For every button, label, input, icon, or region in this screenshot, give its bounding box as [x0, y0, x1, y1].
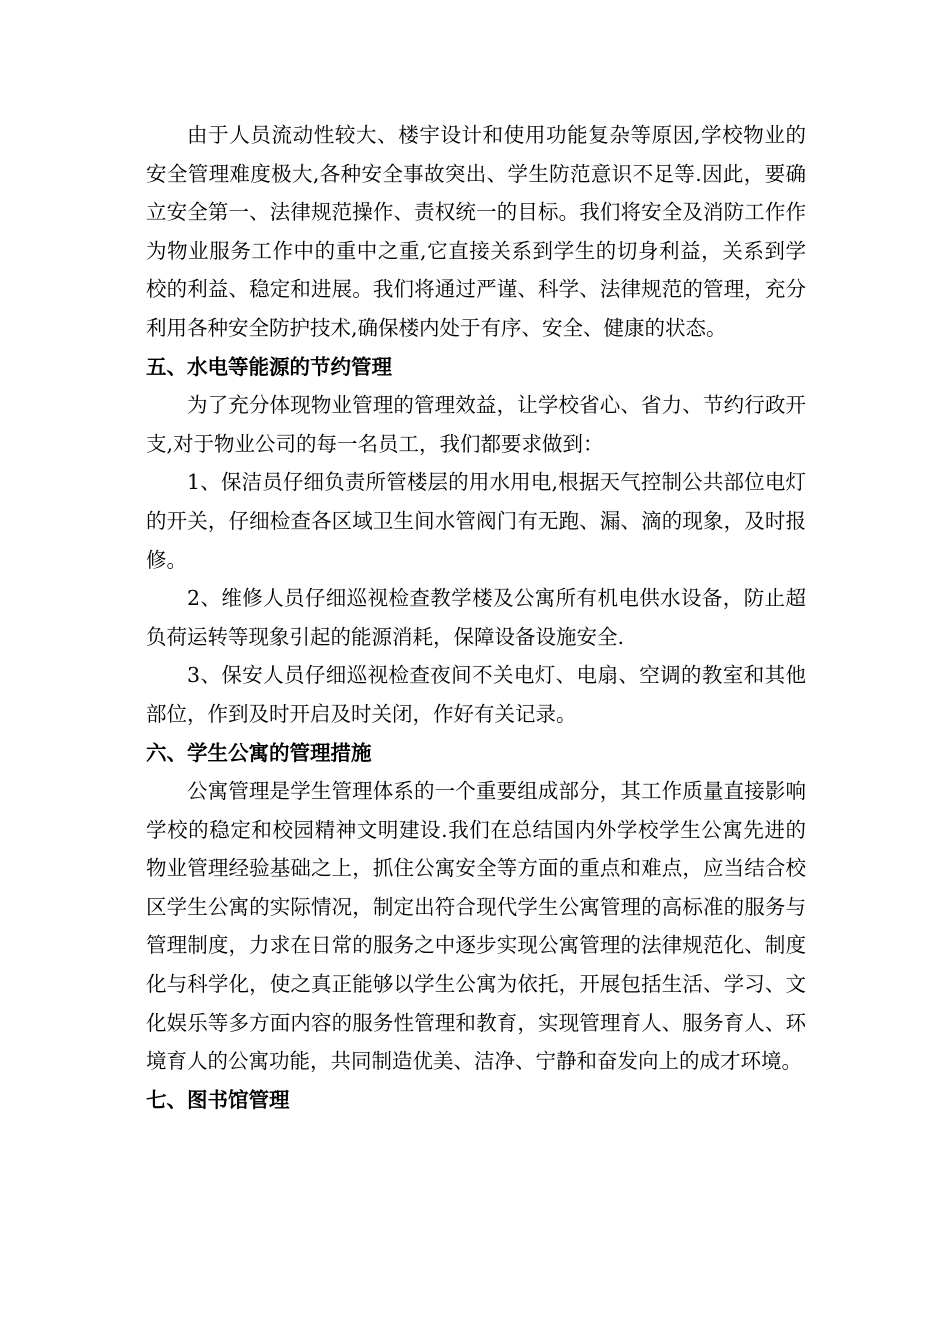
- section-heading-dormitory: 六、学生公寓的管理措施: [146, 740, 372, 765]
- list-item-security-staff: 3、保安人员仔细巡视检查夜间不关电灯、电扇、空调的教室和其他部位，作到及时开启及时关闭，作好有关记录。: [146, 663, 806, 726]
- document-page: [146, 116, 806, 1119]
- list-item-maintenance-staff: 2、维修人员仔细巡视检查教学楼及公寓所有机电供水设备，防止超负荷运转等现象引起的能源消耗，保障设备设施安全.: [146, 586, 806, 649]
- list-item-cleaning-staff: 1、保洁员仔细负责所管楼层的用水用电,根据天气控制公共部位电灯的开关，仔细检查各区域卫生间水管阀门有无跑、漏、滴的现象，及时报修。: [146, 470, 806, 572]
- paragraph-energy-intro: 为了充分体现物业管理的管理效益，让学校省心、省力、节约行政开支,对于物业公司的每一名员工，我们都要求做到：: [146, 393, 806, 456]
- section-heading-energy-saving: 五、水电等能源的节约管理: [146, 354, 392, 379]
- paragraph-security-management: 由于人员流动性较大、楼宇设计和使用功能复杂等原因,学校物业的安全管理难度极大,各种安全事故突出、学生防范意识不足等.因此，要确立安全第一、法律规范操作、责权统一的目标。我们将安全及消防工作作为物业服务工作中的重中之重,它直接关系到学生的切身利益，关系到学校的利益、稳定和进展。我们将通过严谨、科学、法律规范的管理，充分利用各种安全防护技术,确保楼内处于有序、安全、健康的状态。: [146, 123, 806, 340]
- section-heading-library: 七、图书馆管理: [146, 1087, 290, 1112]
- paragraph-dormitory-management: 公寓管理是学生管理体系的一个重要组成部分，其工作质量直接影响学校的稳定和校园精神文明建设.我们在总结国内外学校学生公寓先进的物业管理经验基础之上，抓住公寓安全等方面的重点和难点，应当结合校区学生公寓的实际情况，制定出符合现代学生公寓管理的高标准的服务与管理制度，力求在日常的服务之中逐步实现公寓管理的法律规范化、制度化与科学化，使之真正能够以学生公寓为依托，开展包括生活、学习、文化娱乐等多方面内容的服务性管理和教育，实现管理育人、服务育人、环境育人的公寓功能，共同制造优美、洁净、宁静和奋发向上的成才环境。: [146, 779, 806, 1074]
